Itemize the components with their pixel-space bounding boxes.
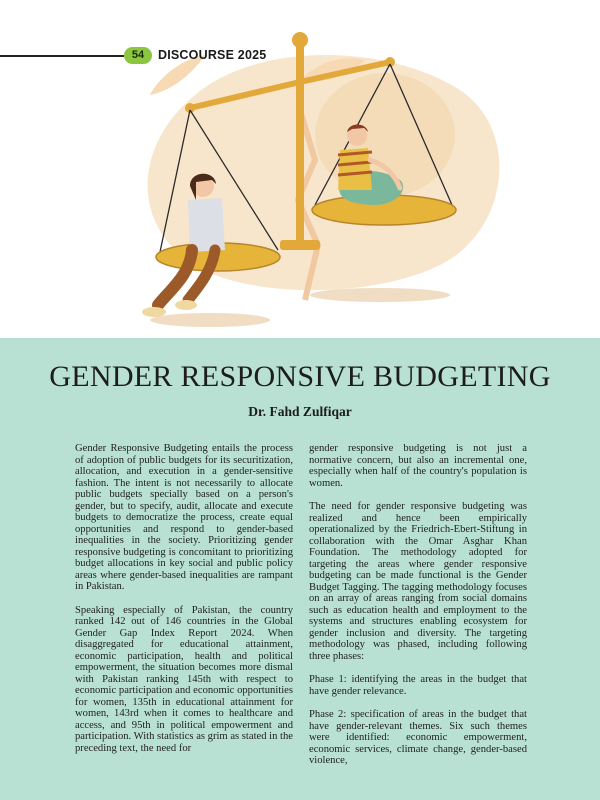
paragraph: Phase 1: identifying the areas in the budget that have gender relevance. [309,674,527,697]
shadow-right [310,288,450,302]
paragraph: Speaking especially of Pakistan, the country ranked 142 out of 146 countries in the Global Gender Gap Index Report 2024. When disaggregated for educational attainment, economic participation, health and political empowerment, the situation becomes more dismal with Pakistan ranking 145th with respect to economic participation and economic opportunities for women, 135th in educational attainment for women, 143rd when it comes to healthcare and access, and 95th in political empowerment and participation. With statistics as grim as stated in the preceding text, the need for [75,604,293,754]
right-column [309,443,527,779]
magazine-title: DISCOURSE 2025 [158,48,267,62]
shadow-left [150,313,270,327]
article-author: Dr. Fahd Zulfiqar [248,404,352,419]
balance-scale-illustration [0,0,600,338]
scale-pole [296,40,304,245]
paragraph: The need for gender responsive budgeting was realized and hence been empirically operationalized by the Friedrich-Ebert-Stiftung in collaboration with the Omar Asghar Khan Foundation. The methodology adopted for targeting the areas where gender responsive budgeting can be made functional is the Gender Budget Tagging. The tagging methodology focuses on an array of areas ranging from social domains such as education health and employment to the systems and structures enabling ecosystem for gender inclusion and diversity. The targeting methodology was phased, including following three phases: [309,501,527,662]
illustration-area [0,0,600,338]
scale-base [280,240,320,250]
header-rule [0,55,124,57]
left-column [75,443,293,766]
scale-top-knob [292,32,308,48]
paragraph: Gender Responsive Budgeting entails the process of adoption of public budgets for its securitization, allocation, and execution in a gender-sensitive fashion. The intent is not necessarily to allocate public budgets specially based on a person's gender, but to specify, audit, allocate and execute budgets to democratize the process, create equal opportunities and respond to gender-based inequalities in the society. Prioritizing gender responsive budgeting is concomitant to prioritizing budget allocations in key social and public policy areas where gender-based inequalities are rampant in Pakistan. [75,443,293,592]
article-body [0,338,600,800]
paragraph: Phase 2: specification of areas in the budget that have gender-relevant themes. Six such themes were identified: economic empowerment, economic services, climate change, gender-based violence, [309,709,527,766]
article-title: GENDER RESPONSIVE BUDGETING [49,360,551,393]
page-number-badge: 54 [124,47,152,64]
paragraph: gender responsive budgeting is not just a normative concern, but also an incremental one, especially when half of the country's population is women. [309,443,527,489]
